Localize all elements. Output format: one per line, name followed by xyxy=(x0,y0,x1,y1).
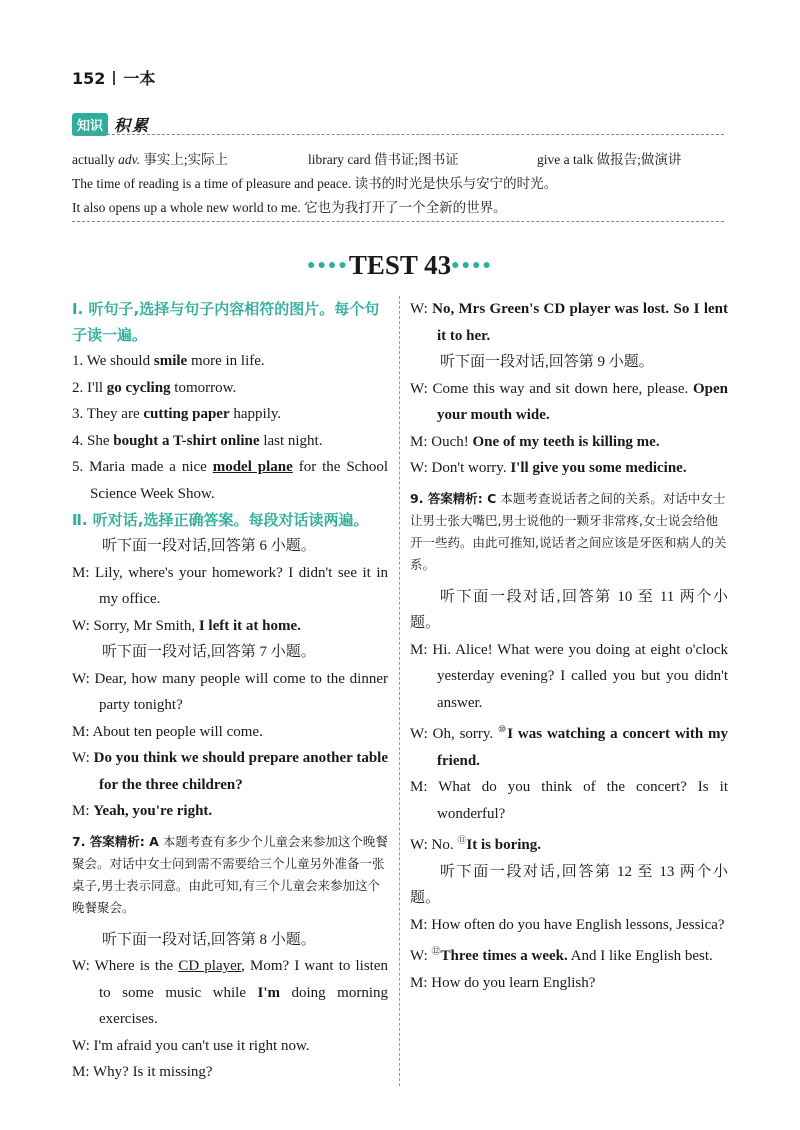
knowledge-top-rule xyxy=(72,134,724,135)
page-header xyxy=(72,66,155,89)
sentence-item: 4. She bought a T-shirt online last night. xyxy=(72,432,323,449)
dialogue-line: W: Oh, sorry. ⑩I was watching a concert with my friend. xyxy=(410,724,729,769)
question-intro: 听下面一段对话,回答第 9 小题。 xyxy=(440,354,654,370)
knowledge-box-heading xyxy=(72,113,150,136)
dialogue-line: M: Lily, where's your homework? I didn't see it in my office. xyxy=(72,564,389,607)
question-intro: 听下面一段对话,回答第 7 小题。 xyxy=(102,644,316,660)
knowledge-tag: 知识 xyxy=(72,113,108,136)
dialogue-line: W: Come this way and sit down here, please. Open your mouth wide. xyxy=(410,380,728,423)
question-intro: 听下面一段对话,回答第 8 小题。 xyxy=(102,931,316,948)
answer-note: 7. 答案精析: A 本题考查有多少个儿童会来参加这个晚餐聚会。对话中女士问到需不需要给三个儿童另外准备一张桌子,男士表示同意。由此可知,有三个儿童会来参加这个晚餐聚会。 xyxy=(72,833,388,915)
book-title: 一本 xyxy=(123,69,156,88)
answer-marker: ⑫ xyxy=(431,946,441,956)
test-title xyxy=(0,250,800,281)
vocab-en: give a talk xyxy=(537,152,594,167)
knowledge-title: 积累 xyxy=(114,116,151,135)
dialogue-line: W: No. ⑪It is boring. xyxy=(410,835,541,853)
vocab-zh: 事实上;实际上 xyxy=(143,152,229,167)
dialogue-line: W: Dear, how many people will come to the dinner party tonight? xyxy=(72,670,388,713)
dialogue-line: W: Don't worry. I'll give you some medicine. xyxy=(410,460,687,476)
vocab-item xyxy=(72,148,228,168)
dialogue-line: M: Yeah, you're right. xyxy=(72,803,213,819)
right-column xyxy=(410,296,728,996)
dots-decoration-right: ●●●● xyxy=(451,258,493,273)
question-intro: 听下面一段对话,回答第 6 小题。 xyxy=(102,538,316,554)
question-intro: 听下面一段对话,回答第 10 至 11 两个小题。 xyxy=(410,588,728,631)
sentence-item: 5. Maria made a nice model plane for the School Science Week Show. xyxy=(72,459,388,502)
page-number: 152 xyxy=(72,69,106,88)
vocab-pos: adv. xyxy=(118,152,140,167)
knowledge-sentence: The time of reading is a time of pleasure and peace. 读书的时光是快乐与安宁的时光。 xyxy=(72,176,558,191)
dialogue-line: M: How do you learn English? xyxy=(410,974,596,991)
dialogue-line: W: Do you think we should prepare another table for the three children? xyxy=(72,750,389,793)
answer-marker: ⑪ xyxy=(457,835,467,845)
answer-marker: ⑩ xyxy=(498,724,508,734)
dialogue-line: M: Ouch! One of my teeth is killing me. xyxy=(410,433,660,450)
knowledge-sentence: It also opens up a whole new world to me. 它也为我打开了一个全新的世界。 xyxy=(72,200,507,215)
dialogue-line: W: No, Mrs Green's CD player was lost. So I lent it to her. xyxy=(410,301,728,344)
dialogue-line: M: Why? Is it missing? xyxy=(72,1064,213,1080)
column-divider xyxy=(399,296,400,1086)
answer-note: 9. 答案精析: C 本题考查说话者之间的关系。对话中女士让男士张大嘴巴,男士说他的一颗牙非常疼,女士说会给他开一些药。由此可推知,说话者之间应该是牙医和病人的关系。 xyxy=(410,490,727,572)
dialogue-line: M: Hi. Alice! What were you doing at eight o'clock yesterday evening? I called you but you didn't answer. xyxy=(410,641,728,711)
dialogue-line: M: What do you think of the concert? Is it wonderful? xyxy=(410,779,728,822)
dots-decoration-left: ●●●● xyxy=(307,258,349,273)
header-divider xyxy=(113,71,115,85)
test-title-text: TEST 43 xyxy=(348,250,452,280)
left-column xyxy=(72,296,388,1086)
vocab-item xyxy=(537,148,681,168)
vocab-en: actually xyxy=(72,152,115,167)
vocab-item xyxy=(308,148,459,168)
section-1-title: Ⅰ. 听句子,选择与句子内容相符的图片。每个句子读一遍。 xyxy=(72,300,380,344)
vocab-zh: 做报告;做演讲 xyxy=(596,152,682,167)
sentence-item: 3. They are cutting paper happily. xyxy=(72,406,282,422)
dialogue-line: W: Sorry, Mr Smith, I left it at home. xyxy=(72,617,301,634)
question-intro: 听下面一段对话,回答第 12 至 13 两个小题。 xyxy=(410,863,728,906)
dialogue-line: W: I'm afraid you can't use it right now. xyxy=(72,1037,310,1054)
sentence-item: 1. We should smile more in life. xyxy=(72,353,265,369)
sentence-item: 2. I'll go cycling tomorrow. xyxy=(72,379,237,396)
knowledge-bottom-rule xyxy=(72,221,724,222)
vocab-zh: 借书证;图书证 xyxy=(373,152,459,167)
dialogue-line: W: Where is the CD player, Mom? I want to listen to some music while I'm doing morning exercises. xyxy=(72,958,388,1027)
section-2-title: Ⅱ. 听对话,选择正确答案。每段对话读两遍。 xyxy=(72,511,369,529)
dialogue-line: W: ⑫Three times a week. And I like English best. xyxy=(410,946,713,964)
vocab-en: library card xyxy=(308,152,371,167)
dialogue-line: M: How often do you have English lessons, Jessica? xyxy=(410,916,725,933)
dialogue-line: M: About ten people will come. xyxy=(72,723,263,740)
